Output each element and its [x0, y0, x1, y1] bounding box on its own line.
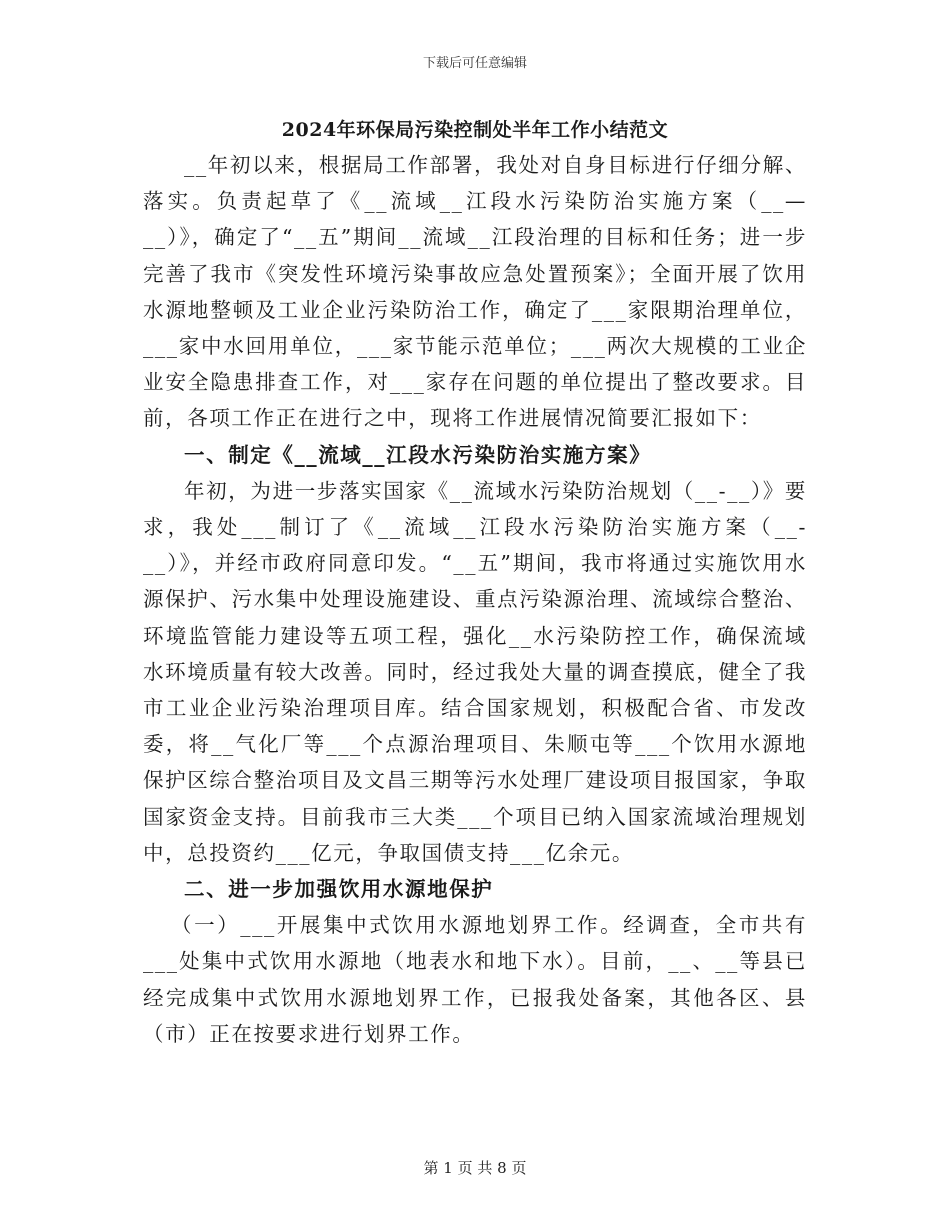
page-number: 第 1 页 共 8 页	[423, 1159, 527, 1177]
section-heading-1: 一、制定《__流域__江段水污染防治实施方案》	[184, 442, 652, 467]
intro-paragraph: __年初以来，根据局工作部署，我处对自身目标进行仔细分解、落实。负责起草了《__流域__江段水污染防治实施方案（__—__）》，确定了“__五”期间__流域__江段治理的目标和任务；进一步完善了我市《突发性环境污染事故应急处置预案》；全面开展了饮用水源地整顿及工业企业污染防治工作，确定了___家限期治理单位，___家中水回用单位，___家节能示范单位；___两次大规模的工业企业安全隐患排查工作，对___家存在问题的单位提出了整改要求。目前，各项工作正在进行之中，现将工作进展情况简要汇报如下：	[143, 153, 807, 431]
document-body	[143, 147, 807, 1052]
section-1-paragraph: 年初，为进一步落实国家《__流域水污染防治规划（__-__）》要求，我处___制订了《__流域__江段水污染防治实施方案（__-__）》，并经市政府同意印发。“__五”期间，我市将通过实施饮用水源保护、污水集中处理设施建设、重点污染源治理、流域综合整治、环境监管能力建设等五项工程，强化__水污染防控工作，确保流域水环境质量有较大改善。同时，经过我处大量的调查摸底，健全了我市工业企业污染治理项目库。结合国家规划，积极配合省、市发改委，将__气化厂等___个点源治理项目、朱顺屯等___个饮用水源地保护区综合整治项目及文昌三期等污水处理厂建设项目报国家，争取国家资金支持。目前我市三大类___个项目已纳入国家流域治理规划中，总投资约___亿元，争取国债支持___亿余元。	[143, 478, 807, 865]
header-note: 下载后可任意编辑	[422, 56, 527, 71]
section-heading-2: 二、进一步加强饮用水源地保护	[184, 877, 494, 902]
document-title: 2024年环保局污染控制处半年工作小结范文	[281, 119, 669, 141]
section-2-paragraph: （一）___开展集中式饮用水源地划界工作。经调查，全市共有___处集中式饮用水源地（地表水和地下水）。目前，__、__等县已经完成集中式饮用水源地划界工作，已报我处备案，其他各区、县（市）正在按要求进行划界工作。	[143, 913, 807, 1046]
